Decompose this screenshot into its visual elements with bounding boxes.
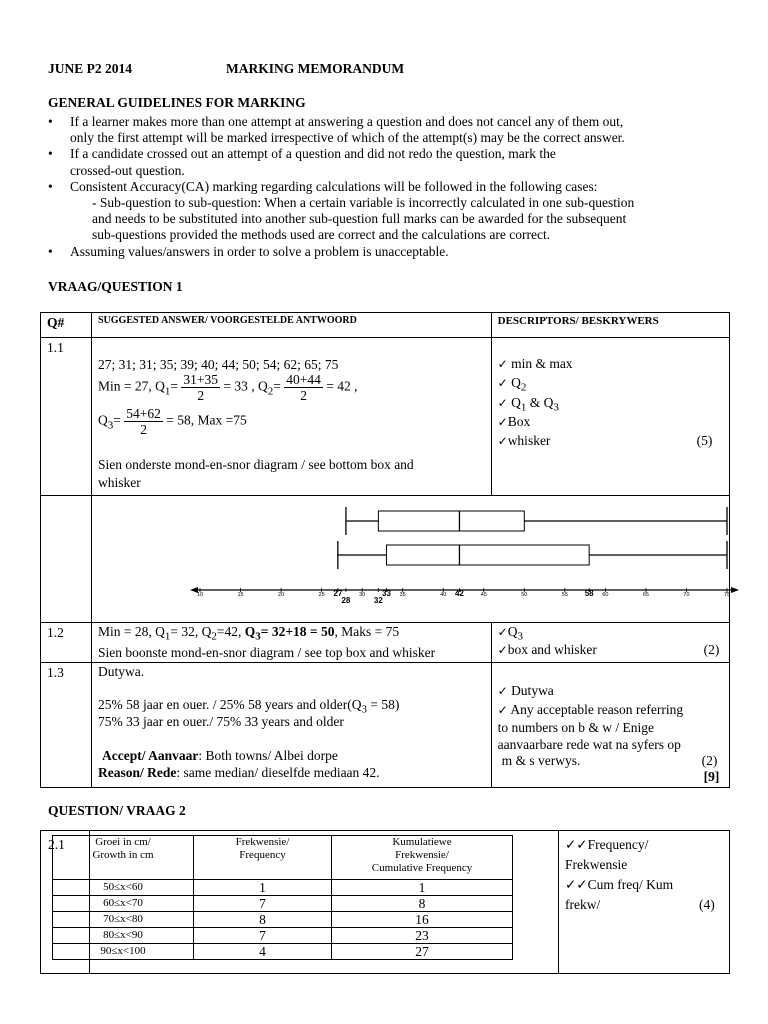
fraction <box>124 406 163 437</box>
text: Frekwensie/ <box>235 836 290 848</box>
guideline-text: sub-questions provided the methods used are correct and the calculations are correct. <box>92 227 551 243</box>
answer-line: Dutywa. <box>98 663 145 679</box>
guideline-text: If a candidate crossed out an attempt of a question and did not redo the question, mark the <box>70 146 556 162</box>
text: = <box>273 378 281 394</box>
descriptor <box>498 642 597 658</box>
box-and-whisker-chart <box>92 496 729 621</box>
descriptor <box>498 395 559 414</box>
guideline-text: and needs to be substituted into another sub-question full marks can be awarded for the subsequent <box>92 211 627 227</box>
text: Kumulatiewe <box>392 836 452 848</box>
subscript: 2 <box>520 381 527 394</box>
text: Groei in cm/ <box>95 836 151 848</box>
tick-label: 30 <box>359 592 366 598</box>
text: = <box>170 378 178 394</box>
subscript: 3 <box>517 630 523 643</box>
text: : Both towns/ Albei dorpe <box>198 747 338 763</box>
descriptor: Frekwensie <box>565 857 628 872</box>
check-icon: ✓ <box>497 702 508 717</box>
class-cell: 50≤x<60 <box>53 880 194 896</box>
bullet-icon: • <box>48 146 53 162</box>
subscript: 3 <box>107 419 114 432</box>
box-dutywa <box>386 545 589 565</box>
text: & Q <box>526 395 554 410</box>
col-q-header: Q# <box>47 315 65 330</box>
question-number: 1.2 <box>47 625 64 640</box>
subscript: 3 <box>553 401 559 414</box>
answer-line <box>98 697 399 716</box>
descriptor: ✓✓Cum freq/ Kum <box>565 877 674 892</box>
text: Q <box>511 375 521 390</box>
text: Box <box>507 414 531 429</box>
class-cell: 60≤x<70 <box>53 896 194 912</box>
text: = 32+18 = 50 <box>260 624 335 639</box>
descriptor <box>498 683 554 699</box>
marks: (2) <box>701 752 718 768</box>
guideline-item <box>48 146 738 178</box>
text: Dutywa <box>511 682 554 698</box>
tick-label: 35 <box>399 592 406 598</box>
tick-label: 55 <box>561 592 568 598</box>
cumulative-cell: 27 <box>332 944 513 960</box>
tick-label: 70 <box>683 592 690 598</box>
tick-label: 28 <box>341 596 351 605</box>
descriptor <box>498 375 527 394</box>
fraction <box>284 372 323 403</box>
text: Any acceptable reason referring <box>510 701 684 717</box>
numerator: 31+35 <box>183 372 218 387</box>
text: Q <box>244 624 256 639</box>
text: Q <box>98 412 108 428</box>
descriptor <box>498 702 683 718</box>
guideline-text: Assuming values/answers in order to solve a problem is unacceptable. <box>70 243 449 259</box>
question-2-heading: QUESTION/ VRAAG 2 <box>48 803 186 818</box>
tick-label: 50 <box>521 592 528 598</box>
frequency-cell: 7 <box>194 896 332 912</box>
axis-arrow-right <box>731 587 739 593</box>
marks: (5) <box>696 433 713 448</box>
descriptor: m & s verwys. <box>501 752 581 768</box>
col-desc-header: DESCRIPTORS/ BESKRYWERS <box>497 315 659 327</box>
fraction <box>181 372 220 403</box>
guideline-text: - Sub-question to sub-question: When a certain variable is incorrectly calculated in one sub-question <box>92 195 635 211</box>
class-cell: 90≤x<100 <box>53 944 194 960</box>
text: = 58) <box>367 696 400 712</box>
answer-line: 75% 33 jaar en ouer./ 75% 33 years and older <box>98 713 344 729</box>
descriptor <box>498 356 573 372</box>
tick-label: 58 <box>584 589 594 598</box>
cumulative-cell: 1 <box>332 880 513 896</box>
question-number: 1.3 <box>47 664 64 680</box>
guideline-text: crossed-out question. <box>70 162 185 178</box>
text: = 33 , Q <box>223 378 268 394</box>
check-icon: ✓ <box>497 396 508 410</box>
bullet-icon: • <box>48 114 53 129</box>
note-line-2: whisker <box>98 475 141 490</box>
table-row <box>53 912 513 928</box>
tick-label: 65 <box>642 592 649 598</box>
text: , Maks = 75 <box>334 624 400 639</box>
tick-label: 32 <box>373 596 383 605</box>
text: = <box>113 412 121 428</box>
cumulative-cell: 8 <box>332 896 513 912</box>
text: min & max <box>511 356 573 371</box>
descriptor <box>498 414 531 430</box>
box-alice <box>378 511 524 531</box>
subscript: 3 <box>361 703 368 716</box>
accept-line <box>102 748 338 764</box>
descriptor <box>498 433 551 449</box>
tick-label: 15 <box>237 592 244 598</box>
subscript: 1 <box>164 630 171 643</box>
check-icon: ✓ <box>497 643 508 657</box>
class-cell: 80≤x<90 <box>53 928 194 944</box>
question-number: 1.1 <box>47 340 64 355</box>
note-line-1: Sien onderste mond-en-snor diagram / see bottom box and <box>98 457 414 472</box>
text: Q <box>507 624 518 639</box>
frequency-cell: 8 <box>194 912 332 928</box>
formula-line-2 <box>98 406 247 437</box>
bullet-icon: • <box>48 243 53 259</box>
denominator: 2 <box>140 422 147 437</box>
question-1-table <box>40 312 730 788</box>
marks: (2) <box>703 642 720 657</box>
guidelines-heading: GENERAL GUIDELINES FOR MARKING <box>48 95 306 110</box>
text: = 58, Max =75 <box>166 412 247 428</box>
descriptor <box>498 624 523 643</box>
question-1-heading: VRAAG/QUESTION 1 <box>48 279 183 294</box>
subscript: 2 <box>267 385 274 398</box>
frequency-cell: 7 <box>194 928 332 944</box>
text: frekw/ <box>565 897 601 912</box>
header-cumulative <box>332 836 513 880</box>
bullet-icon: • <box>48 178 53 194</box>
descriptor: aanvaarbare rede wat na syfers op <box>497 736 681 752</box>
subscript: 3 <box>255 630 261 643</box>
text: = 42 , <box>326 378 358 394</box>
reason-line <box>98 765 380 781</box>
answer-line: Sien boonste mond-en-snor diagram / see top box and whisker <box>98 644 436 660</box>
tick-label: 60 <box>602 592 609 598</box>
frequency-table <box>52 835 513 960</box>
guideline-text: If a learner makes more than one attempt at answering a question and does not cancel any of them out, <box>70 114 624 129</box>
total-marks: [9] <box>703 768 720 784</box>
table-row <box>53 880 513 896</box>
data-list: 27; 31; 31; 35; 39; 40; 44; 50; 54; 62; 65; 75 <box>98 357 339 372</box>
tick-label: 20 <box>278 592 285 598</box>
check-icon: ✓ <box>497 415 508 429</box>
tick-label: 10 <box>196 592 204 598</box>
descriptors <box>565 835 725 915</box>
descriptor: ✓✓Frequency/ <box>565 837 649 852</box>
frequency-cell: 1 <box>194 880 332 896</box>
numerator: 54+62 <box>126 406 161 421</box>
text: Growth in cm <box>92 849 154 861</box>
subscript: 2 <box>211 630 217 643</box>
text: Reason/ Rede <box>98 764 177 780</box>
text: Frekwensie/ <box>395 849 449 861</box>
formula-line-1 <box>98 372 358 403</box>
frequency-cell: 4 <box>194 944 332 960</box>
check-icon: ✓ <box>497 376 508 390</box>
cumulative-cell: 16 <box>332 912 513 928</box>
marks: (4) <box>699 897 715 912</box>
answer-line <box>98 624 485 645</box>
tick-label: 42 <box>454 589 464 598</box>
memo-title: MARKING MEMORANDUM <box>226 61 405 76</box>
paper-label: JUNE P2 2014 <box>48 61 132 76</box>
text: Frequency <box>239 849 286 861</box>
text: Min = 27, Q <box>98 378 165 394</box>
text: = 32, Q <box>170 624 212 639</box>
class-cell: 70≤x<80 <box>53 912 194 928</box>
text: Q <box>511 395 521 410</box>
cumulative-cell: 23 <box>332 928 513 944</box>
check-icon: ✓ <box>497 625 508 639</box>
check-icon: ✓ <box>497 434 508 448</box>
guideline-item <box>48 114 738 146</box>
text: box and whisker <box>507 642 597 657</box>
text: : same median/ dieselfde mediaan 42. <box>176 764 380 780</box>
denominator: 2 <box>197 388 205 403</box>
tick-label: 45 <box>480 592 487 598</box>
header-frequency <box>194 836 332 880</box>
text: =42, <box>216 624 245 639</box>
header-growth <box>53 836 194 880</box>
text: Min = 28, Q <box>98 624 165 639</box>
tick-label: 75 <box>723 592 731 598</box>
guideline-text: Consistent Accuracy(CA) marking regarding calculations will be followed in the following cases: <box>70 178 598 194</box>
descriptor: to numbers on b & w / Enige <box>497 719 654 735</box>
guideline-item <box>48 244 738 260</box>
table-row <box>53 928 513 944</box>
guidelines-list <box>48 114 738 260</box>
tick-label: 25 <box>318 592 325 598</box>
numerator: 40+44 <box>286 372 321 387</box>
subscript: 1 <box>520 401 527 414</box>
tick-label: 33 <box>382 589 391 598</box>
table-row <box>53 896 513 912</box>
check-icon: ✓ <box>497 683 508 698</box>
text: whisker <box>507 433 551 448</box>
text: 25% 58 jaar en ouer. / 25% 58 years and older(Q <box>98 696 362 712</box>
col-answer-header: SUGGESTED ANSWER/ VOORGESTELDE ANTWOORD <box>98 315 357 326</box>
question-number: 2.1 <box>48 837 65 852</box>
descriptor <box>565 895 725 915</box>
text: Cumulative Frequency <box>371 862 473 874</box>
tick-label: 40 <box>440 592 447 598</box>
guideline-text: only the first attempt will be marked irrespective of which of the attempt(s) may be the correct answer. <box>70 130 625 146</box>
guideline-item <box>48 179 738 244</box>
tick-label: 27 <box>333 589 343 598</box>
denominator: 2 <box>300 388 307 403</box>
text: Accept/ Aanvaar <box>102 747 199 763</box>
table-row <box>53 944 513 960</box>
check-icon: ✓ <box>497 357 508 371</box>
subscript: 1 <box>164 385 171 398</box>
